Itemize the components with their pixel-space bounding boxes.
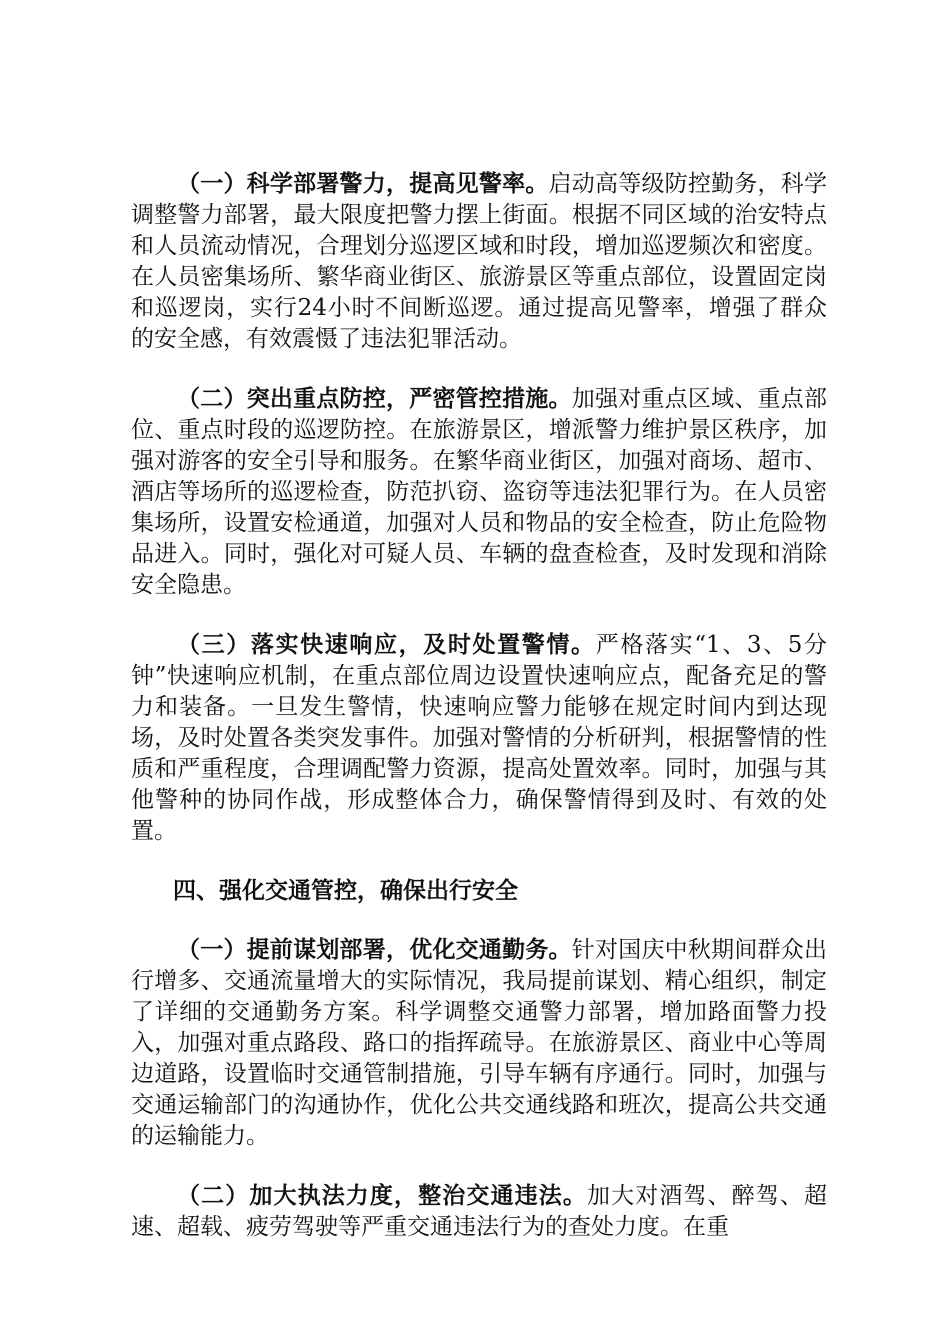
paragraph-body: 加大对酒驾、醉驾、超速、超载、疲劳驾驶等严重交通违法行为的查处力度。在重 <box>131 1183 828 1240</box>
paragraph-lead: （一）科学部署警力，提高见警率。 <box>177 170 549 197</box>
paragraph-patrol-deployment <box>131 168 827 355</box>
paragraph-lead: （三）落实快速响应，及时处置警情。 <box>177 631 596 658</box>
paragraph-body: 启动高等级防控勤务，科学调整警力部署，最大限度把警力摆上街面。根据不同区域的治安特点和人员流动情况，合理划分巡逻区域和时段，增加巡逻频次和密度。在人员密集场所、繁华商业街区、旅游景区等重点部位，设置固定岗和巡逻岗，实行24小时不间断巡逻。通过提高见警率，增强了群众的安全感，有效震慑了违法犯罪活动。 <box>131 171 828 352</box>
paragraph-traffic-enforcement <box>131 1180 827 1243</box>
paragraph-body: 针对国庆中秋期间群众出行增多、交通流量增大的实际情况，我局提前谋划、精心组织，制定了详细的交通勤务方案。科学调整交通警力部署，增加路面警力投入，加强对重点路段、路口的指挥疏导。在旅游景区、商业中心等周边道路，设置临时交通管制措施，引导车辆有序通行。同时，加强与交通运输部门的沟通协作，优化公共交通线路和班次，提高公共交通的运输能力。 <box>131 937 828 1149</box>
paragraph-lead: （一）提前谋划部署，优化交通勤务。 <box>177 936 572 963</box>
document-body <box>131 168 827 1243</box>
paragraph-body: 严格落实“1、3、5分钟”快速响应机制，在重点部位周边设置快速响应点，配备充足的警力和装备。一旦发生警情，快速响应警力能够在规定时间内到达现场，及时处置各类突发事件。加强对警情的分析研判，根据警情的性质和严重程度，合理调配警力资源，提高处置效率。同时，加强与其他警种的协同作战，形成整体合力，确保警情得到及时、有效的处置。 <box>131 632 827 844</box>
paragraph-lead: （二）突出重点防控，严密管控措施。 <box>177 385 572 412</box>
section-heading-traffic: 四、强化交通管控，确保出行安全 <box>173 877 518 904</box>
paragraph-key-prevention <box>131 383 827 601</box>
paragraph-body: 加强对重点区域、重点部位、重点时段的巡逻防控。在旅游景区，增派警力维护景区秩序，加强对游客的安全引导和服务。在繁华商业街区，加强对商场、超市、酒店等场所的巡逻检查，防范扒窃、盗窃等违法犯罪行为。在人员密集场所，设置安检通道，加强对人员和物品的安全检查，防止危险物品进入。同时，强化对可疑人员、车辆的盘查检查，及时发现和消除安全隐患。 <box>131 386 828 598</box>
paragraph-rapid-response <box>131 629 827 847</box>
paragraph-lead: （二）加大执法力度，整治交通违法。 <box>177 1182 587 1209</box>
paragraph-traffic-planning <box>131 934 827 1152</box>
